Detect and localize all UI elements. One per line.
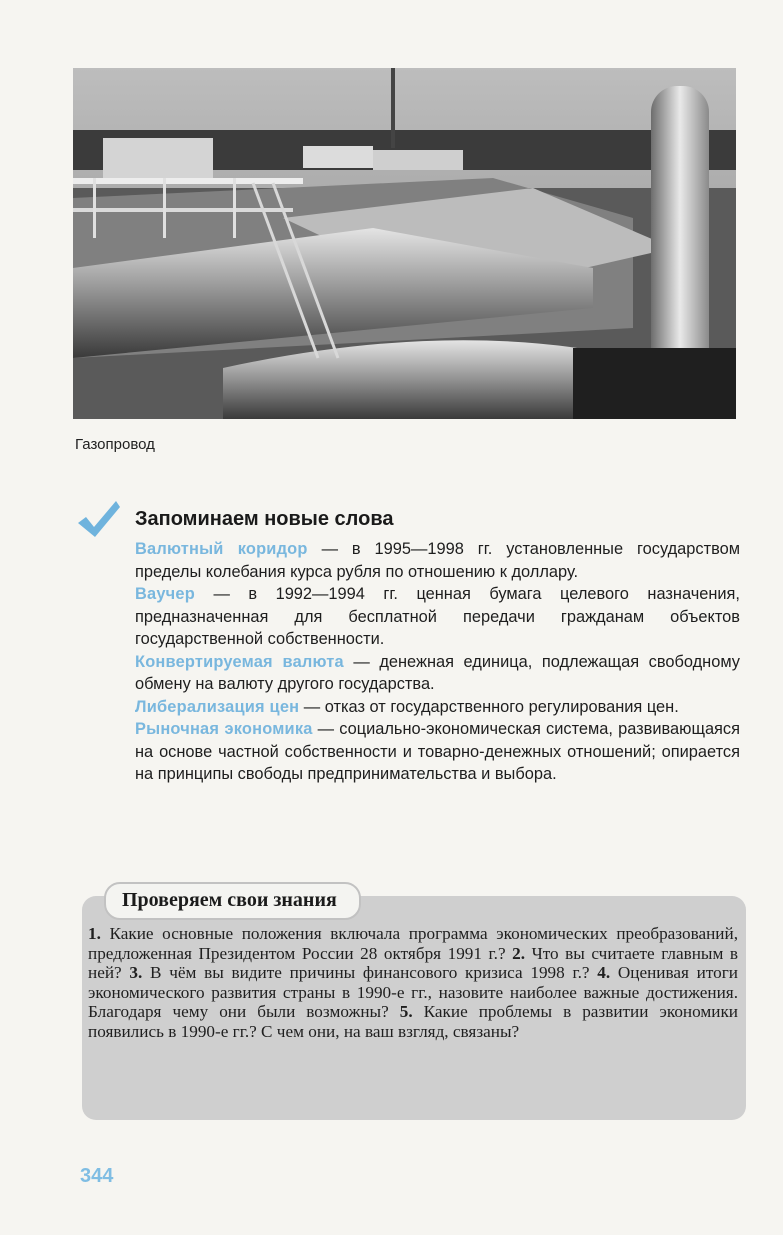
new-words-title: Запоминаем новые слова (135, 508, 394, 530)
word-entry (135, 583, 740, 651)
word-term: Рыночная экономика (135, 720, 313, 738)
question-text: Какие основные положения включала программа экономических преобразований, предложенная Президентом России 28 октября 1991 г.? (88, 924, 738, 963)
word-definition: — отказ от государственного регулирования цен. (299, 697, 679, 716)
gas-pipeline-image (73, 68, 736, 419)
question-text: Какие проблемы в развитии экономики появились в 1990-е гг.? С чем они, на ваш взгляд, связаны? (88, 1002, 738, 1041)
question-number: 1. (88, 924, 101, 943)
photo-caption: Газопровод (75, 436, 155, 453)
question-text: В чём вы видите причины финансового кризиса 1998 г.? (142, 963, 598, 983)
word-entry (135, 538, 740, 583)
word-entry (135, 718, 740, 786)
question-text: Что вы считаете главным в ней? (88, 943, 738, 983)
word-definition: — в 1995—1998 гг. установленные государством пределы колебания курса рубля по отношению к доллару. (135, 540, 740, 581)
word-entry (135, 696, 740, 719)
review-title: Проверяем свои знания (104, 882, 361, 920)
word-term: Либерализация цен (135, 697, 300, 716)
question-number: 3. (129, 963, 143, 983)
word-definition: — денежная единица, подлежащая свободному обмену на валюту другого государства. (135, 652, 740, 693)
question-text: Оценивая итоги экономического развития страны в 1990-е гг., назовите наиболее важные достижения. Благодаря чему они были возможны? (88, 963, 738, 1022)
review-questions (88, 924, 738, 1042)
question-number: 5. (399, 1002, 413, 1022)
checkmark-icon (76, 499, 122, 539)
word-definition: — социально-экономическая система, развивающаяся на основе частной собственности и товарно-денежных отношений; опирается на принципы свободы предпринимательства и выбора. (135, 720, 741, 783)
word-term: Ваучер (135, 585, 195, 603)
gas-pipeline-photo (73, 68, 736, 419)
new-words-list (135, 538, 740, 786)
word-definition: — в 1992—1994 гг. ценная бумага целевого назначения, предназначенная для бесплатной передачи гражданам объектов государственной собственности. (135, 585, 740, 648)
question-number: 2. (512, 943, 526, 963)
question-number: 4. (597, 963, 611, 983)
word-term: Валютный коридор (135, 540, 308, 558)
word-term: Конвертируемая валюта (135, 652, 344, 671)
word-entry (135, 651, 740, 696)
page-number: 344 (80, 1165, 114, 1187)
